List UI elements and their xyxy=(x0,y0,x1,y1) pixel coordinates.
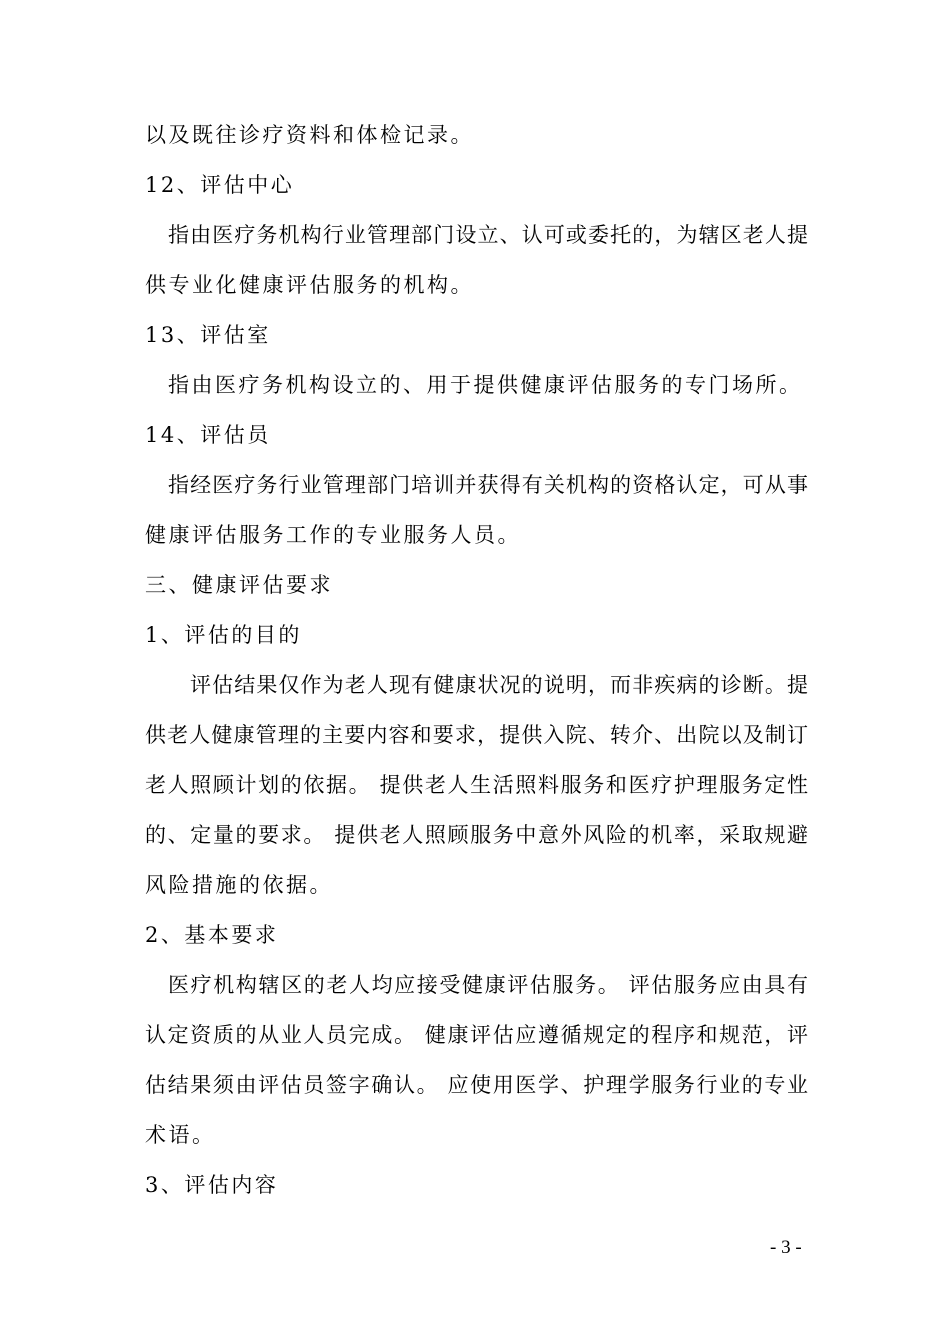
subsection-heading: 1、评估的目的 xyxy=(145,623,302,647)
page-number: - 3 - xyxy=(770,1237,802,1258)
text-line: 以及既往诊疗资料和体检记录。 xyxy=(145,123,474,147)
text-line: 风险措施的依据。 xyxy=(145,873,333,897)
section-heading: 13、评估室 xyxy=(145,323,271,347)
subsection-heading: 2、基本要求 xyxy=(145,923,279,947)
section-heading: 14、评估员 xyxy=(145,423,271,447)
text-line: 评估结果仅作为老人现有健康状况的说明，而非疾病的诊断。提 xyxy=(190,673,808,697)
text-line: 指由医疗务机构设立的、用于提供健康评估服务的专门场所。 xyxy=(168,373,803,397)
text-line: 估结果须由评估员签字确认。 应使用医学、护理学服务行业的专业 xyxy=(145,1073,808,1097)
text-line: 指经医疗务行业管理部门培训并获得有关机构的资格认定，可从事 xyxy=(168,473,808,497)
text-line: 供老人健康管理的主要内容和要求，提供入院、转介、出院以及制订 xyxy=(145,723,808,747)
section-heading: 12、评估中心 xyxy=(145,173,295,197)
text-line: 的、定量的要求。 提供老人照顾服务中意外风险的机率，采取规避 xyxy=(145,823,808,847)
text-line: 医疗机构辖区的老人均应接受健康评估服务。 评估服务应由具有 xyxy=(168,973,808,997)
text-line: 健康评估服务工作的专业服务人员。 xyxy=(145,523,521,547)
text-line: 术语。 xyxy=(145,1123,216,1147)
text-line: 老人照顾计划的依据。 提供老人生活照料服务和医疗护理服务定性 xyxy=(145,773,808,797)
text-line: 认定资质的从业人员完成。 健康评估应遵循规定的程序和规范，评 xyxy=(145,1023,808,1047)
text-line: 供专业化健康评估服务的机构。 xyxy=(145,273,474,297)
subsection-heading: 3、评估内容 xyxy=(145,1173,279,1197)
section-heading: 三、健康评估要求 xyxy=(145,573,333,597)
text-line: 指由医疗务机构行业管理部门设立、认可或委托的，为辖区老人提 xyxy=(168,223,808,247)
